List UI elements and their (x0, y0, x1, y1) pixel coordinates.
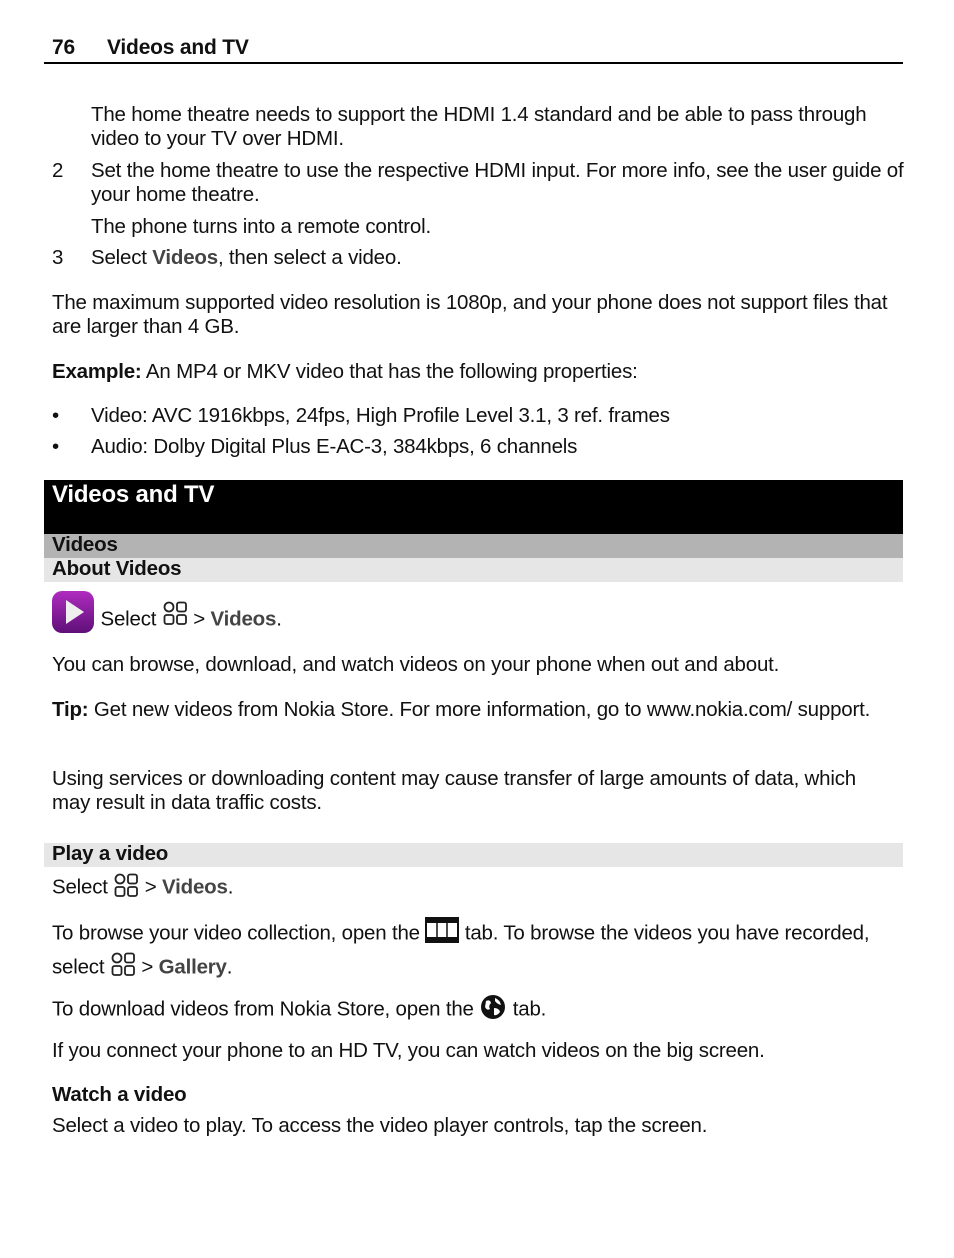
tip-text: Get new videos from Nokia Store. For more information, go to www.nokia.com/ support. (88, 698, 871, 721)
text: . (276, 607, 282, 631)
step-text (91, 246, 902, 270)
text: . (227, 875, 234, 899)
globe-icon (479, 993, 507, 1027)
text: tab. (507, 997, 547, 1021)
paragraph: Using services or downloading content may cause transfer of large amounts of data, which may result in data traffic costs. (52, 767, 856, 814)
header-title: Videos and TV (107, 36, 249, 59)
select-videos-line (52, 872, 902, 904)
menu-grid-icon (162, 598, 188, 642)
example-text: An MP4 or MKV video that has the following properties: (141, 360, 638, 383)
menu-grid-icon (113, 872, 139, 904)
page-number: 76 (52, 36, 75, 59)
example-label: Example: (52, 360, 142, 383)
section-title: Videos and TV (44, 480, 903, 534)
page-header (44, 36, 903, 64)
list-item: Audio: Dolby Digital Plus E-AC-3, 384kbps, 6 channels (91, 435, 578, 458)
text: , then select a video. (217, 246, 402, 269)
text: Select (52, 875, 114, 899)
topic-title: About Videos (44, 558, 903, 582)
paragraph: Select a video to play. To access the video player controls, tap the screen. (52, 1114, 708, 1137)
step-number: 2 (52, 159, 64, 182)
step-note: The phone turns into a remote control. (91, 215, 431, 238)
paragraph: The home theatre needs to support the HDMI 1.4 standard and be able to pass through video to your TV over HDMI. (91, 103, 867, 150)
text: Select (91, 246, 153, 269)
videos-link: Videos (210, 607, 277, 631)
videos-link: Videos (152, 246, 218, 269)
text: tab. To browse the videos you have recorded, select (52, 921, 870, 979)
subsection-title: Videos (44, 534, 903, 558)
tip-label: Tip: (52, 698, 89, 721)
paragraph: You can browse, download, and watch videos on your phone when out and about. (52, 653, 780, 676)
topic-title: Play a video (44, 843, 903, 867)
example (52, 360, 902, 384)
gallery-link: Gallery (158, 955, 227, 979)
paragraph: The maximum supported video resolution is 1080p, and your phone does not support files that are larger than 4 GB. (52, 291, 888, 338)
select-videos-line (51, 590, 902, 650)
step-number: 3 (52, 246, 64, 269)
bullet: • (52, 435, 59, 458)
text: . (226, 955, 233, 979)
text: Select (100, 607, 162, 631)
text: To browse your video collection, open the (52, 921, 426, 945)
paragraph (52, 993, 902, 1027)
videos-link: Videos (162, 875, 228, 899)
videos-app-icon (51, 590, 95, 650)
menu-grid-icon (110, 951, 136, 985)
bullet: • (52, 404, 59, 427)
text: > (135, 955, 159, 979)
paragraph: If you connect your phone to an HD TV, you can watch videos on the big screen. (52, 1039, 765, 1062)
subtopic-title: Watch a video (52, 1083, 187, 1106)
text: > (187, 607, 211, 631)
paragraph (52, 917, 884, 985)
text: > (139, 875, 163, 899)
text: To download videos from Nokia Store, open the (52, 997, 480, 1021)
step-text: Set the home theatre to use the respective HDMI input. For more info, see the user guide of your home theatre. (91, 159, 904, 206)
film-strip-icon (425, 917, 459, 951)
tip (52, 698, 884, 722)
list-item: Video: AVC 1916kbps, 24fps, High Profile Level 3.1, 3 ref. frames (91, 404, 670, 427)
